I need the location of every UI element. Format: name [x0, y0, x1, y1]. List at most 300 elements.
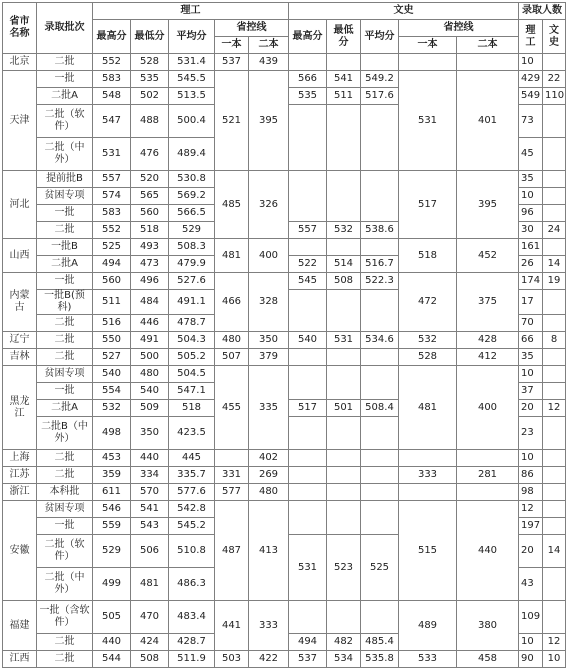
batch-cell: 二批（软件）: [37, 105, 93, 138]
sci-max-cell: 611: [93, 484, 131, 501]
sci-avg-cell: 527.6: [169, 273, 215, 290]
sci-max-cell: 552: [93, 222, 131, 239]
art-tier2-cell: 428: [457, 332, 519, 349]
sci-tier2-cell: 326: [249, 171, 289, 239]
art-min-cell: [327, 467, 361, 484]
sci-avg-cell: 428.7: [169, 634, 215, 651]
art-min-cell: [327, 290, 361, 332]
sci-min-cell: 528: [131, 54, 169, 71]
count-sci-cell: 174: [519, 273, 543, 290]
art-max-cell: 540: [289, 332, 327, 349]
count-sci-cell: 17: [519, 290, 543, 315]
art-tier1-cell: 531: [399, 71, 457, 171]
sci-avg-cell: 423.5: [169, 417, 215, 450]
sci-tier1-cell: 507: [215, 349, 249, 366]
sci-min-cell: 491: [131, 332, 169, 349]
count-art-cell: 14: [543, 535, 566, 568]
art-tier2-cell: [457, 484, 519, 501]
table-row: [3, 484, 566, 501]
count-art-cell: [543, 349, 566, 366]
sci-tier2-cell: 400: [249, 239, 289, 273]
art-max-cell: [289, 450, 327, 467]
table-row: [3, 171, 566, 188]
sci-max-cell: 560: [93, 273, 131, 290]
art-tier2-cell: 412: [457, 349, 519, 366]
sci-max-cell: 453: [93, 450, 131, 467]
header-science: 理工: [93, 3, 289, 20]
count-sci-cell: 45: [519, 138, 543, 171]
header-art-avg: 平均分: [361, 20, 399, 54]
sci-min-cell: 440: [131, 450, 169, 467]
count-art-cell: [543, 568, 566, 601]
art-avg-cell: [361, 290, 399, 332]
art-min-cell: 501: [327, 400, 361, 417]
art-tier2-cell: [457, 450, 519, 467]
sci-avg-cell: 566.5: [169, 205, 215, 222]
table-row: [3, 273, 566, 290]
art-tier2-cell: 395: [457, 171, 519, 239]
header-art-min: 最低分: [327, 20, 361, 54]
art-min-cell: [327, 239, 361, 256]
province-cell: 江西: [3, 651, 37, 668]
sci-max-cell: 531: [93, 138, 131, 171]
art-avg-cell: [361, 450, 399, 467]
count-sci-cell: 96: [519, 205, 543, 222]
art-tier1-cell: 333: [399, 467, 457, 484]
sci-min-cell: 565: [131, 188, 169, 205]
batch-cell: 二批: [37, 450, 93, 467]
table-row: [3, 239, 566, 256]
sci-avg-cell: 547.1: [169, 383, 215, 400]
art-tier1-cell: 472: [399, 273, 457, 332]
art-tier1-cell: 532: [399, 332, 457, 349]
art-max-cell: [289, 601, 327, 634]
header-sci-tier1: 一本: [215, 37, 249, 54]
sci-min-cell: 540: [131, 383, 169, 400]
sci-max-cell: 511: [93, 290, 131, 315]
art-tier2-cell: 281: [457, 467, 519, 484]
count-sci-cell: 10: [519, 634, 543, 651]
art-min-cell: [327, 349, 361, 366]
art-max-cell: [289, 54, 327, 71]
count-sci-cell: 35: [519, 171, 543, 188]
art-avg-cell: [361, 601, 399, 634]
table-row: [3, 467, 566, 484]
header-art-control: 省控线: [399, 20, 519, 37]
table-row: [3, 332, 566, 349]
sci-max-cell: 499: [93, 568, 131, 601]
batch-cell: 贫困专项: [37, 188, 93, 205]
sci-tier2-cell: 328: [249, 273, 289, 332]
art-avg-cell: [361, 349, 399, 366]
sci-min-cell: 470: [131, 601, 169, 634]
sci-tier2-cell: 335: [249, 366, 289, 450]
count-sci-cell: 73: [519, 105, 543, 138]
batch-cell: 二批A: [37, 88, 93, 105]
count-art-cell: [543, 315, 566, 332]
sci-min-cell: 446: [131, 315, 169, 332]
sci-tier2-cell: 480: [249, 484, 289, 501]
art-tier1-cell: 533: [399, 651, 457, 668]
count-art-cell: [543, 417, 566, 450]
sci-max-cell: 583: [93, 205, 131, 222]
sci-avg-cell: 500.4: [169, 105, 215, 138]
art-max-cell: [289, 501, 327, 535]
batch-cell: 二批: [37, 634, 93, 651]
sci-min-cell: 484: [131, 290, 169, 315]
sci-max-cell: 557: [93, 171, 131, 188]
art-max-cell: [289, 105, 327, 171]
art-avg-cell: 516.7: [361, 256, 399, 273]
sci-min-cell: 520: [131, 171, 169, 188]
art-tier2-cell: 440: [457, 501, 519, 601]
sci-max-cell: 494: [93, 256, 131, 273]
sci-max-cell: 583: [93, 71, 131, 88]
batch-cell: 一批B(预科): [37, 290, 93, 315]
batch-cell: 二批: [37, 315, 93, 332]
sci-avg-cell: 542.8: [169, 501, 215, 518]
count-sci-cell: 20: [519, 400, 543, 417]
art-tier1-cell: 515: [399, 501, 457, 601]
art-max-cell: 537: [289, 651, 327, 668]
count-sci-cell: 10: [519, 366, 543, 383]
table-row: [3, 54, 566, 71]
art-tier1-cell: [399, 54, 457, 71]
province-cell: 内蒙古: [3, 273, 37, 332]
sci-tier2-cell: 395: [249, 71, 289, 171]
sci-tier1-cell: 577: [215, 484, 249, 501]
count-art-cell: 22: [543, 71, 566, 88]
count-art-cell: [543, 518, 566, 535]
sci-min-cell: 506: [131, 535, 169, 568]
art-min-cell: 514: [327, 256, 361, 273]
sci-tier1-cell: 537: [215, 54, 249, 71]
sci-avg-cell: 530.8: [169, 171, 215, 188]
art-avg-cell: 485.4: [361, 634, 399, 651]
sci-max-cell: 547: [93, 105, 131, 138]
batch-cell: 贫困专项: [37, 501, 93, 518]
province-cell: 浙江: [3, 484, 37, 501]
art-min-cell: [327, 105, 361, 171]
sci-max-cell: 527: [93, 349, 131, 366]
batch-cell: 一批: [37, 518, 93, 535]
batch-cell: 二批: [37, 222, 93, 239]
province-cell: 福建: [3, 601, 37, 651]
count-sci-cell: 35: [519, 349, 543, 366]
art-tier2-cell: [457, 54, 519, 71]
header-art-tier2: 二本: [457, 37, 519, 54]
count-art-cell: [543, 467, 566, 484]
sci-min-cell: 508: [131, 651, 169, 668]
art-max-cell: 566: [289, 71, 327, 88]
sci-min-cell: 535: [131, 71, 169, 88]
sci-tier1-cell: 466: [215, 273, 249, 332]
sci-max-cell: 552: [93, 54, 131, 71]
sci-min-cell: 502: [131, 88, 169, 105]
count-sci-cell: 26: [519, 256, 543, 273]
sci-min-cell: 543: [131, 518, 169, 535]
sci-max-cell: 532: [93, 400, 131, 417]
count-art-cell: [543, 450, 566, 467]
sci-avg-cell: 508.3: [169, 239, 215, 256]
sci-max-cell: 440: [93, 634, 131, 651]
sci-max-cell: 559: [93, 518, 131, 535]
sci-tier2-cell: 269: [249, 467, 289, 484]
batch-cell: 一批（含软件）: [37, 601, 93, 634]
header-sci-max: 最高分: [93, 20, 131, 54]
count-art-cell: 8: [543, 332, 566, 349]
art-avg-cell: 549.2: [361, 71, 399, 88]
sci-tier2-cell: 333: [249, 601, 289, 651]
table-row: [3, 71, 566, 88]
art-min-cell: 511: [327, 88, 361, 105]
batch-cell: 二批: [37, 651, 93, 668]
art-max-cell: [289, 467, 327, 484]
sci-avg-cell: 569.2: [169, 188, 215, 205]
art-avg-cell: 508.4: [361, 400, 399, 417]
sci-min-cell: 334: [131, 467, 169, 484]
art-avg-cell: [361, 484, 399, 501]
count-art-cell: [543, 171, 566, 188]
batch-cell: 一批: [37, 71, 93, 88]
art-max-cell: 557: [289, 222, 327, 239]
count-sci-cell: 109: [519, 601, 543, 634]
art-max-cell: 522: [289, 256, 327, 273]
count-sci-cell: 161: [519, 239, 543, 256]
province-cell: 黑龙江: [3, 366, 37, 450]
art-max-cell: 531: [289, 535, 327, 601]
count-sci-cell: 70: [519, 315, 543, 332]
province-cell: 河北: [3, 171, 37, 239]
sci-avg-cell: 445: [169, 450, 215, 467]
art-min-cell: [327, 501, 361, 535]
header-sci-tier2: 二本: [249, 37, 289, 54]
count-art-cell: 110: [543, 88, 566, 105]
art-max-cell: 545: [289, 273, 327, 290]
sci-avg-cell: 518: [169, 400, 215, 417]
count-sci-cell: 98: [519, 484, 543, 501]
sci-min-cell: 509: [131, 400, 169, 417]
count-art-cell: 24: [543, 222, 566, 239]
art-min-cell: 482: [327, 634, 361, 651]
art-min-cell: 532: [327, 222, 361, 239]
art-tier1-cell: 528: [399, 349, 457, 366]
art-min-cell: [327, 450, 361, 467]
sci-tier1-cell: 480: [215, 332, 249, 349]
batch-cell: 二批（中外）: [37, 138, 93, 171]
table-row: [3, 501, 566, 518]
sci-tier1-cell: 487: [215, 501, 249, 601]
province-cell: 安徽: [3, 501, 37, 601]
art-avg-cell: 525: [361, 535, 399, 601]
sci-tier1-cell: 503: [215, 651, 249, 668]
art-max-cell: [289, 171, 327, 222]
art-avg-cell: 535.8: [361, 651, 399, 668]
art-min-cell: 523: [327, 535, 361, 601]
batch-cell: 提前批B: [37, 171, 93, 188]
header-admitted: 录取人数: [519, 3, 566, 20]
count-art-cell: 14: [543, 256, 566, 273]
province-cell: 山西: [3, 239, 37, 273]
count-art-cell: 10: [543, 651, 566, 668]
sci-avg-cell: 510.8: [169, 535, 215, 568]
count-art-cell: [543, 366, 566, 383]
art-max-cell: [289, 366, 327, 400]
art-min-cell: 508: [327, 273, 361, 290]
count-art-cell: [543, 239, 566, 256]
art-avg-cell: 538.6: [361, 222, 399, 239]
sci-min-cell: 480: [131, 366, 169, 383]
sci-max-cell: 498: [93, 417, 131, 450]
art-min-cell: [327, 484, 361, 501]
header-arts: 文史: [289, 3, 519, 20]
batch-cell: 一批: [37, 383, 93, 400]
count-art-cell: 19: [543, 273, 566, 290]
count-art-cell: [543, 205, 566, 222]
sci-max-cell: 548: [93, 88, 131, 105]
province-cell: 江苏: [3, 467, 37, 484]
art-tier1-cell: 481: [399, 366, 457, 450]
batch-cell: 二批A: [37, 256, 93, 273]
sci-tier1-cell: 521: [215, 71, 249, 171]
header-art-tier1: 一本: [399, 37, 457, 54]
sci-tier2-cell: 402: [249, 450, 289, 467]
art-tier1-cell: 489: [399, 601, 457, 651]
sci-max-cell: 505: [93, 601, 131, 634]
art-avg-cell: 517.6: [361, 88, 399, 105]
art-avg-cell: [361, 54, 399, 71]
province-cell: 上海: [3, 450, 37, 467]
sci-avg-cell: 511.9: [169, 651, 215, 668]
sci-max-cell: 550: [93, 332, 131, 349]
count-sci-cell: 10: [519, 188, 543, 205]
art-min-cell: [327, 366, 361, 400]
art-tier2-cell: 375: [457, 273, 519, 332]
batch-cell: 一批B: [37, 239, 93, 256]
art-avg-cell: [361, 105, 399, 171]
count-art-cell: [543, 501, 566, 518]
batch-cell: 二批: [37, 332, 93, 349]
sci-max-cell: 574: [93, 188, 131, 205]
header-sci-min: 最低分: [131, 20, 169, 54]
art-max-cell: [289, 239, 327, 256]
count-sci-cell: 86: [519, 467, 543, 484]
sci-tier1-cell: 441: [215, 601, 249, 651]
art-avg-cell: [361, 417, 399, 450]
count-sci-cell: 10: [519, 450, 543, 467]
sci-min-cell: 424: [131, 634, 169, 651]
art-tier2-cell: 458: [457, 651, 519, 668]
count-sci-cell: 10: [519, 54, 543, 71]
art-max-cell: 494: [289, 634, 327, 651]
count-art-cell: [543, 188, 566, 205]
batch-cell: 二批（中外）: [37, 568, 93, 601]
table-row: [3, 349, 566, 366]
sci-max-cell: 359: [93, 467, 131, 484]
art-max-cell: [289, 417, 327, 450]
sci-avg-cell: 531.4: [169, 54, 215, 71]
sci-min-cell: 570: [131, 484, 169, 501]
sci-tier1-cell: [215, 450, 249, 467]
sci-avg-cell: 513.5: [169, 88, 215, 105]
table-row: [3, 601, 566, 634]
count-sci-cell: 30: [519, 222, 543, 239]
sci-avg-cell: 529: [169, 222, 215, 239]
batch-cell: 二批: [37, 467, 93, 484]
batch-cell: 本科批: [37, 484, 93, 501]
table-row: [3, 651, 566, 668]
art-max-cell: 535: [289, 88, 327, 105]
count-sci-cell: 90: [519, 651, 543, 668]
header-art-max: 最高分: [289, 20, 327, 54]
art-min-cell: 541: [327, 71, 361, 88]
art-max-cell: [289, 290, 327, 332]
sci-min-cell: 496: [131, 273, 169, 290]
sci-avg-cell: 545.5: [169, 71, 215, 88]
sci-tier2-cell: 350: [249, 332, 289, 349]
count-sci-cell: 549: [519, 88, 543, 105]
sci-min-cell: 541: [131, 501, 169, 518]
sci-avg-cell: 505.2: [169, 349, 215, 366]
count-sci-cell: 43: [519, 568, 543, 601]
art-tier2-cell: 452: [457, 239, 519, 273]
sci-max-cell: 554: [93, 383, 131, 400]
admission-score-table: [2, 2, 566, 668]
sci-tier2-cell: 422: [249, 651, 289, 668]
count-sci-cell: 23: [519, 417, 543, 450]
sci-tier1-cell: 485: [215, 171, 249, 239]
sci-tier2-cell: 413: [249, 501, 289, 601]
art-min-cell: 534: [327, 651, 361, 668]
sci-tier1-cell: 455: [215, 366, 249, 450]
count-art-cell: [543, 484, 566, 501]
sci-avg-cell: 486.3: [169, 568, 215, 601]
art-max-cell: [289, 484, 327, 501]
art-tier1-cell: 517: [399, 171, 457, 239]
batch-cell: 二批: [37, 54, 93, 71]
sci-min-cell: 560: [131, 205, 169, 222]
count-art-cell: [543, 105, 566, 138]
art-tier2-cell: 400: [457, 366, 519, 450]
sci-tier2-cell: 439: [249, 54, 289, 71]
table-body: [3, 54, 566, 668]
province-cell: 辽宁: [3, 332, 37, 349]
sci-avg-cell: 335.7: [169, 467, 215, 484]
art-tier2-cell: 380: [457, 601, 519, 651]
count-art-cell: [543, 138, 566, 171]
sci-avg-cell: 489.4: [169, 138, 215, 171]
sci-avg-cell: 577.6: [169, 484, 215, 501]
sci-tier2-cell: 379: [249, 349, 289, 366]
batch-cell: 二批（软件）: [37, 535, 93, 568]
header-sci-avg: 平均分: [169, 20, 215, 54]
art-tier1-cell: [399, 484, 457, 501]
header-count-art: 文史: [543, 20, 566, 54]
province-cell: 吉林: [3, 349, 37, 366]
art-max-cell: 517: [289, 400, 327, 417]
art-avg-cell: [361, 366, 399, 400]
sci-min-cell: 500: [131, 349, 169, 366]
header-province: 省市名称: [3, 3, 37, 54]
sci-tier1-cell: 481: [215, 239, 249, 273]
count-sci-cell: 12: [519, 501, 543, 518]
batch-cell: 贫困专项: [37, 366, 93, 383]
sci-max-cell: 516: [93, 315, 131, 332]
sci-min-cell: 350: [131, 417, 169, 450]
sci-avg-cell: 545.2: [169, 518, 215, 535]
art-tier2-cell: 401: [457, 71, 519, 171]
art-tier1-cell: 518: [399, 239, 457, 273]
